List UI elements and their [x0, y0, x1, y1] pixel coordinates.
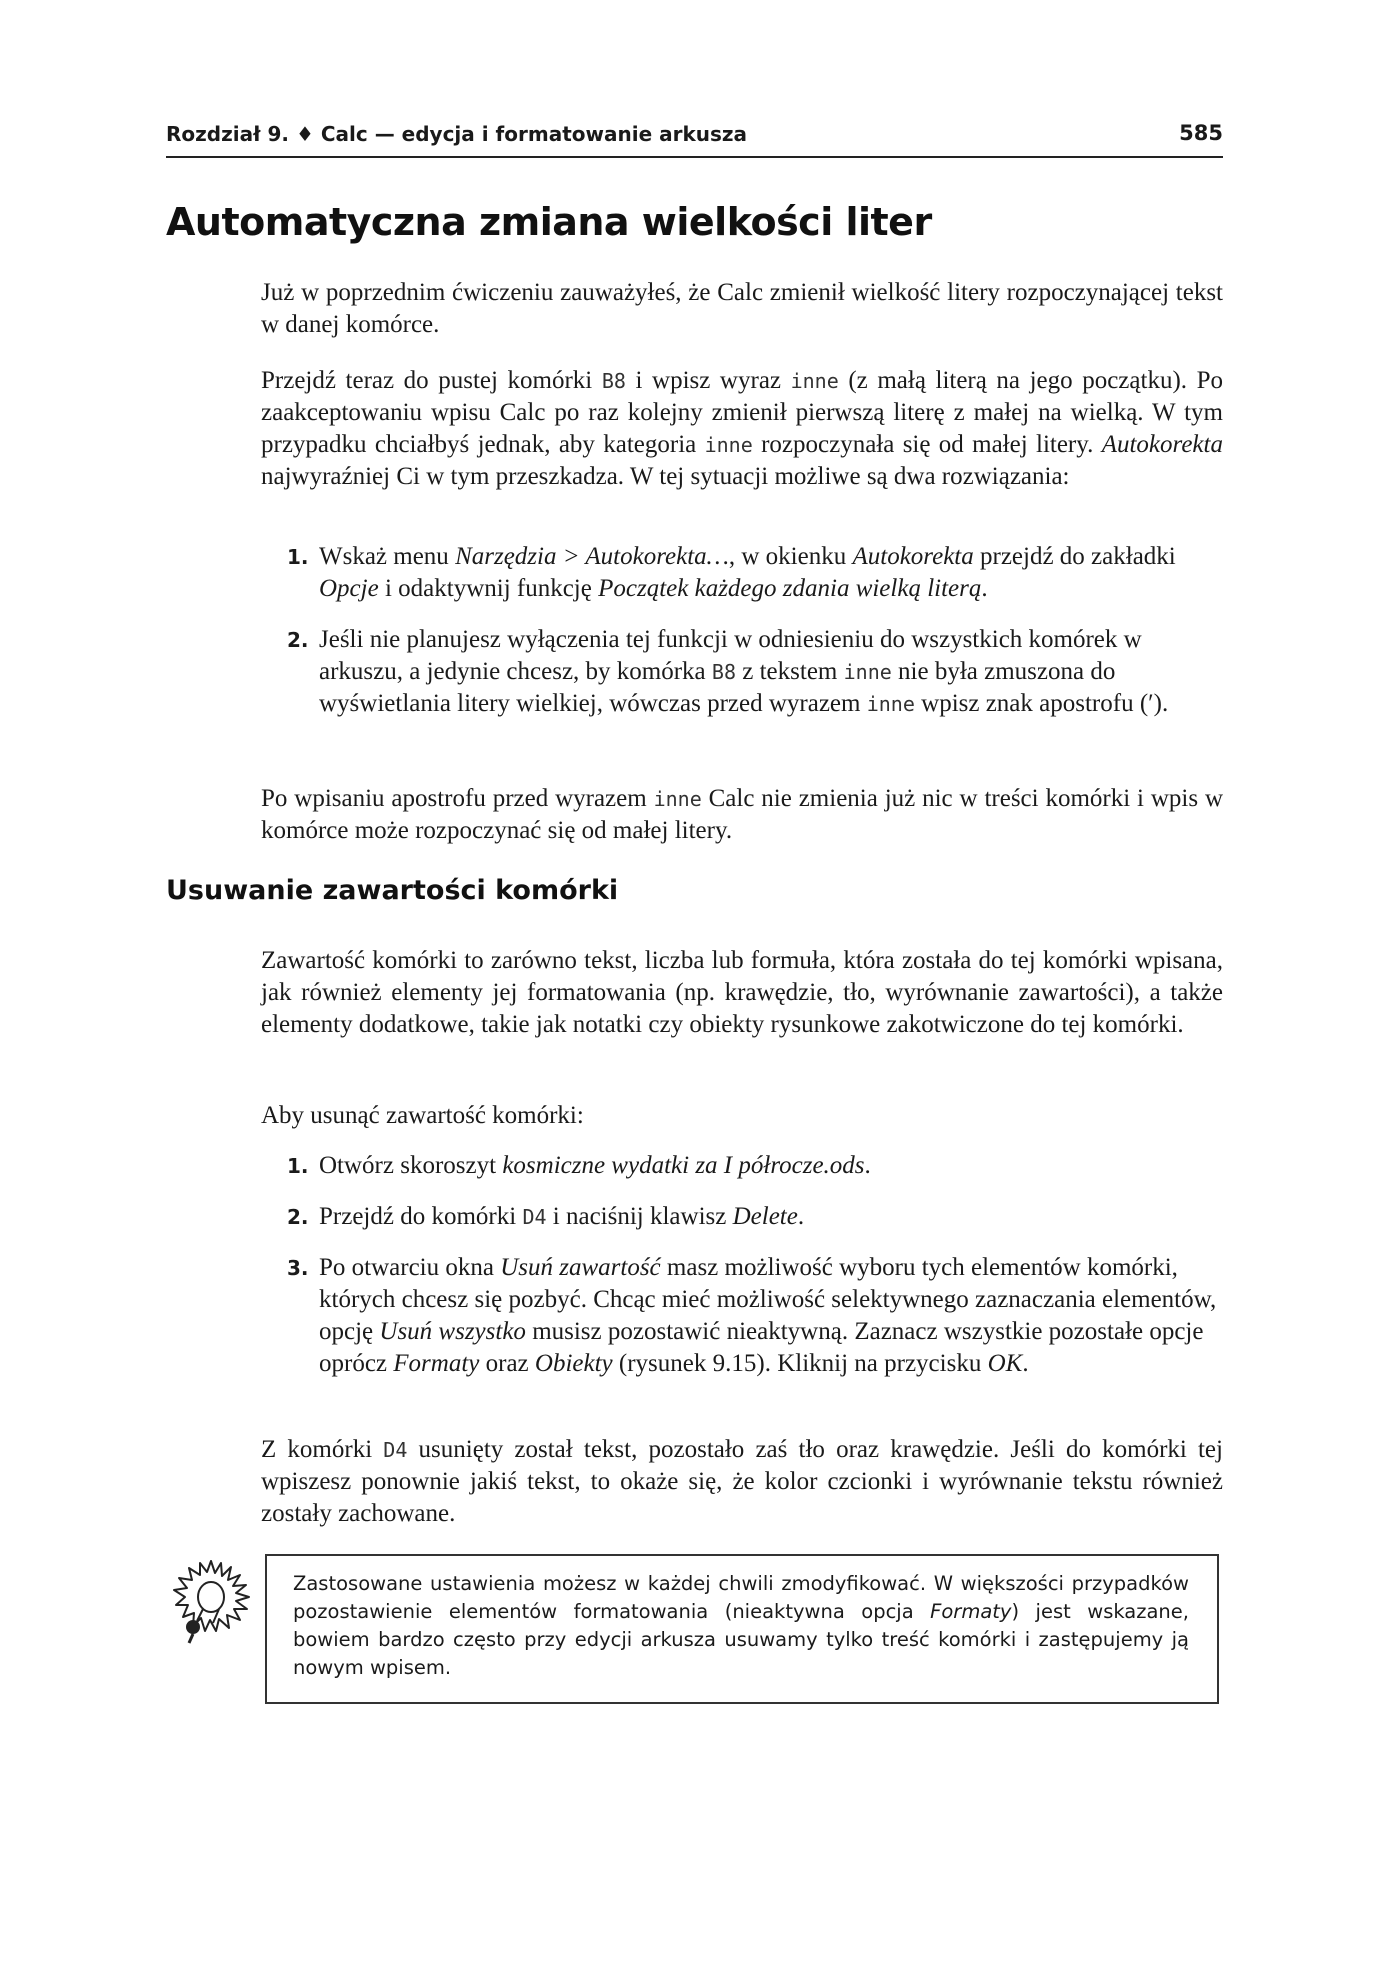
running-head [166, 116, 1223, 158]
subsection-paragraph-2 [261, 1100, 1223, 1132]
step-number: 1. [287, 545, 309, 569]
subsection-paragraph-3 [261, 1434, 1223, 1530]
paragraph-text: Z komórki D4 usunięty został tekst, pozostało zaś tło oraz krawędzie. Jeśli do komórki tej wpiszesz ponownie jakiś tekst, to okaże się, że kolor czcionki i wyrównanie tekstu również zostały zachowane. [261, 1436, 1223, 1527]
section-paragraph-1 [261, 277, 1223, 341]
paragraph-text: Już w poprzednim ćwiczeniu zauważyłeś, że Calc zmienił wielkość litery rozpoczynającej tekst w danej komórce. [261, 279, 1223, 338]
section-paragraph-2 [261, 365, 1223, 493]
list-item: 3. Po otwarciu okna Usuń zawartość masz możliwość wyboru tych elementów komórki, których chcesz się pozbyć. Chcąc mieć możliwość selektywnego zaznaczania elementów, opcję Usuń wszystko musisz pozostawić nieaktywną. Zaznacz wszystkie pozostałe opcje oprócz Formaty oraz Obiekty (rysunek 9.15). Kliknij na przycisku OK. [287, 1254, 1217, 1377]
paragraph-text: Przejdź teraz do pustej komórki B8 i wpisz wyraz inne (z małą literą na jego początku). Po zaakceptowaniu wpisu Calc po raz kolejny zmienił pierwszą literę z małej na wielką. W tym przypadku chciałbyś jednak, aby kategoria inne rozpoczynała się od małej litery. Autokorekta najwyraźniej Ci w tym przeszkadza. W tej sytuacji możliwe są dwa rozwiązania: [261, 367, 1224, 490]
lightbulb-icon [163, 1557, 253, 1647]
code-word: inne [704, 433, 753, 457]
list-item: 1. Otwórz skoroszyt kosmiczne wydatki za I półrocze.ods. [261, 1150, 1223, 1182]
step-number: 1. [287, 1154, 309, 1178]
page-number: 585 [1179, 121, 1223, 145]
chapter-title: Rozdział 9. ♦ Calc — edycja i formatowanie arkusza [166, 122, 748, 146]
cell-ref: B8 [601, 369, 626, 393]
list-item: 2. Jeśli nie planujesz wyłączenia tej funkcji w odniesieniu do wszystkich komórek w arkuszu, a jedynie chcesz, by komórka B8 z tekstem inne nie była zmuszona do wyświetlania litery wielkiej, wówczas przed wyrazem inne wpisz znak apostrofu (ʹ). [287, 626, 1169, 717]
paragraph-text: Aby usunąć zawartość komórki: [261, 1102, 584, 1129]
subsection-title: Usuwanie zawartości komórki [166, 875, 619, 906]
list-item: 1. Wskaż menu Narzędzia > Autokorekta…, w okienku Autokorekta przejdź do zakładki Opcje i odaktywnij funkcję Początek każdego zdania wielką literą. [287, 543, 1176, 602]
step-number: 2. [287, 628, 309, 652]
step-number: 2. [287, 1205, 309, 1229]
tip-emphasis: Formaty [930, 1600, 1012, 1623]
paragraph-text: Zawartość komórki to zarówno tekst, liczba lub formuła, która została do tej komórki wpisana, jak również elementy jej formatowania (np. krawędzie, tło, wyrównanie zawartości), a także elementy dodatkowe, takie jak notatki czy obiekty rysunkowe zakotwiczone do tej komórki. [261, 947, 1223, 1038]
code-word: inne [790, 369, 839, 393]
list-item: 2. Przejdź do komórki D4 i naciśnij klawisz Delete. [261, 1201, 1223, 1233]
section-paragraph-3 [261, 783, 1223, 847]
subsection-steps-list [261, 1150, 1223, 1380]
section-title: Automatyczna zmiana wielkości liter [166, 200, 932, 244]
step-number: 3. [287, 1256, 309, 1280]
paragraph-text: Po wpisaniu apostrofu przed wyrazem inne Calc nie zmienia już nic w treści komórki i wpis w komórce może rozpoczynać się od małej litery. [261, 785, 1224, 844]
section-steps-list [261, 541, 1223, 720]
subsection-paragraph-1 [261, 945, 1223, 1041]
tip-box: Zastosowane ustawienia możesz w każdej chwili zmodyfikować. W większości przypadków pozostawienie elementów formatowania (nieaktywna opcja Formaty) jest wskazane, bowiem bardzo często przy edycji arkusza usuwamy tylko treść komórki i zastępujemy ją nowym wpisem. [265, 1554, 1219, 1704]
